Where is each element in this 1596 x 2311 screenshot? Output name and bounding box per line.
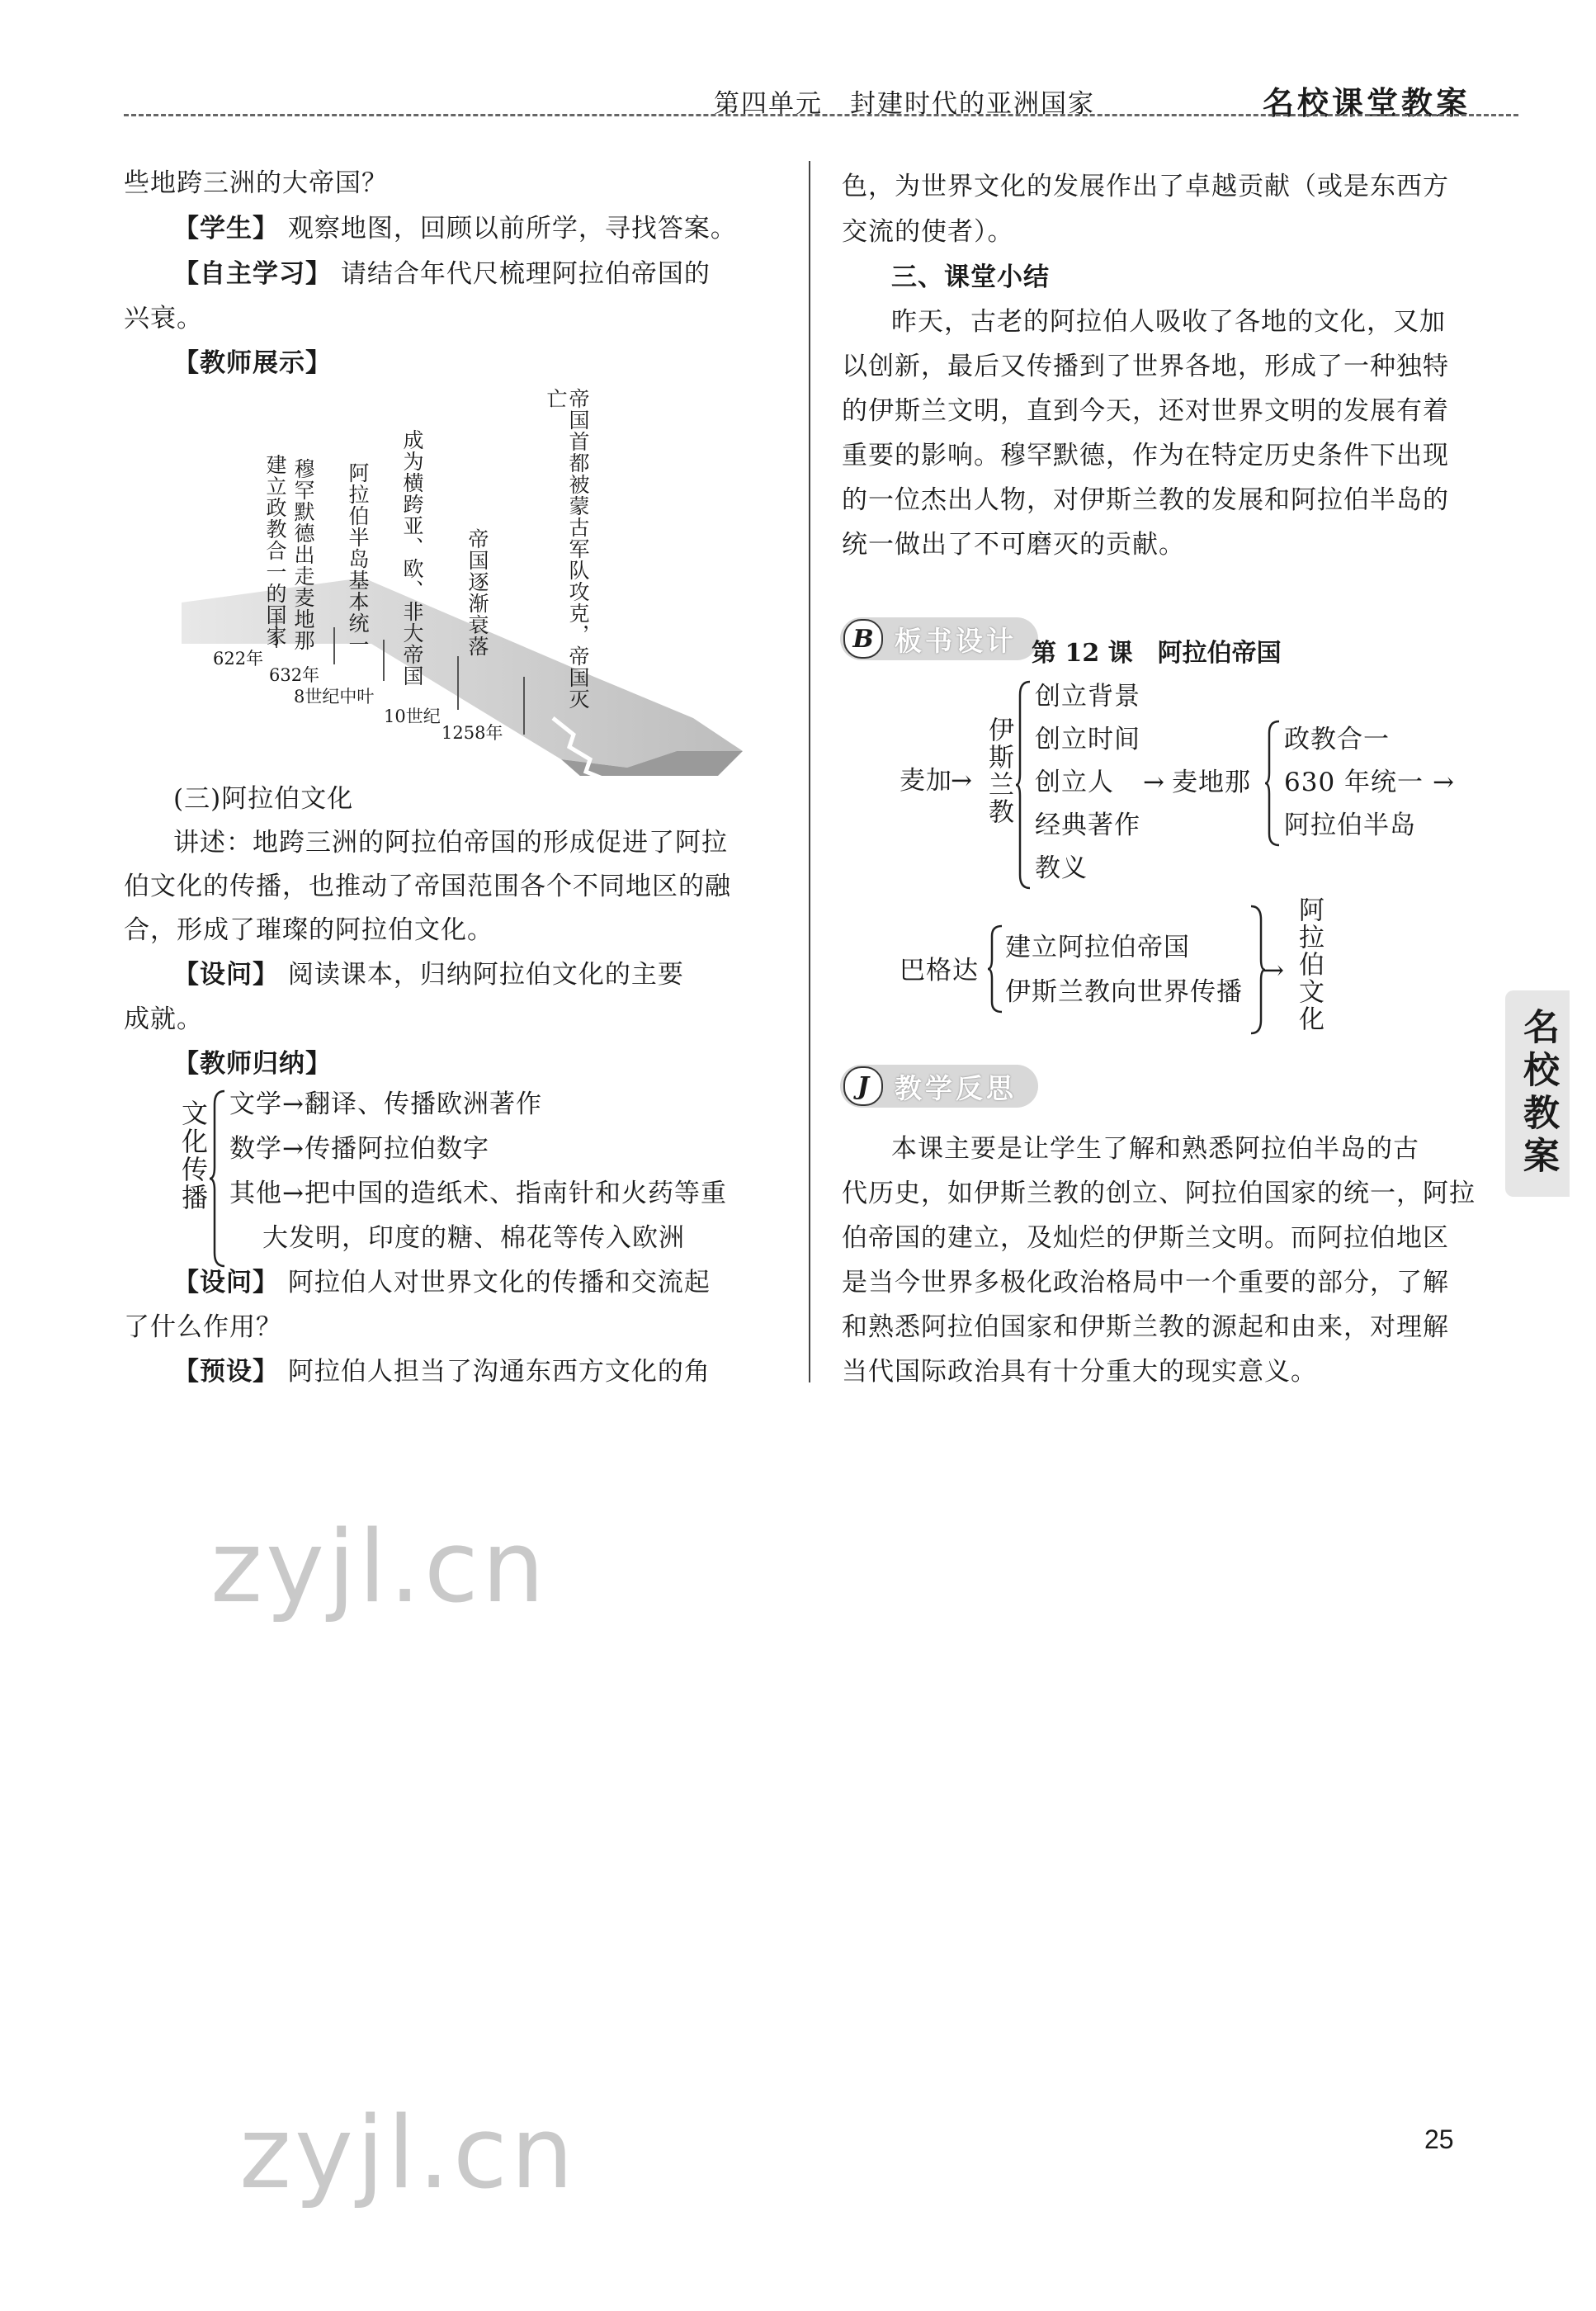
board-mecca: 麦加 (900, 766, 952, 796)
board-item: 创立背景 (1035, 682, 1140, 711)
brace-item: 其他→把中国的造纸术、指南针和火药等重 (229, 1179, 727, 1208)
curly-brace (987, 923, 1005, 1015)
reflection-line: 代历史，如伊斯兰教的创立、阿拉伯国家的统一，阿拉 (842, 1179, 1476, 1208)
q2-cont: 了什么作用？ (124, 1312, 282, 1342)
summary-line: 统一做出了不可磨灭的贡献。 (842, 530, 1185, 560)
reflection-line: 本课主要是让学生了解和熟悉阿拉伯半岛的古 (891, 1134, 1419, 1164)
reflection-line: 和熟悉阿拉伯国家和伊斯兰教的源起和由来，对理解 (842, 1312, 1449, 1342)
curly-brace (208, 1088, 228, 1269)
timeline-event: 穆罕默德出走麦地那 (291, 458, 315, 651)
board-baghdad: 巴格达 (900, 956, 979, 985)
tag-question: 【设问】 (173, 960, 279, 990)
q2-text: 阿拉伯人对世界文化的传播和交流起 (287, 1268, 711, 1297)
left-para-1: 些地跨三洲的大帝国？ (124, 168, 388, 198)
badge-letter: J (843, 1066, 883, 1106)
board-medina-item: 630 年统一 (1284, 768, 1424, 797)
timeline-date: 8世纪中叶 (294, 687, 375, 707)
left-para-3-text: 请结合年代尺梳理阿拉伯帝国的 (340, 259, 711, 289)
reflection-line: 是当今世界多极化政治格局中一个重要的部分，了解 (842, 1268, 1449, 1297)
arrow: → (951, 766, 973, 796)
board-item: 教义 (1035, 853, 1088, 883)
summary-line: 的伊斯兰文明，直到今天，还对世界文明的发展有着 (842, 396, 1449, 426)
left-para-3-cont: 兴衰。 (124, 304, 203, 333)
timeline-event: 帝国首都被蒙古军队攻克，帝国灭亡 (544, 388, 590, 710)
column-divider (809, 161, 810, 1382)
curly-brace (1264, 718, 1282, 848)
badge-letter: B (843, 619, 883, 659)
board-item: 创立时间 (1035, 725, 1140, 754)
page-number: 25 (1424, 2124, 1454, 2154)
s3-question-cont: 成就。 (124, 1004, 203, 1034)
board-culture: 阿拉伯文化 (1294, 896, 1324, 1033)
arrow: → (1143, 768, 1165, 797)
side-tab-label: 名校教案 (1517, 1008, 1559, 1179)
left-para-2 (173, 207, 737, 250)
summary-line: 的一位杰出人物，对伊斯兰教的发展和阿拉伯半岛的 (842, 485, 1449, 515)
brace-item: 数学→传播阿拉伯数字 (229, 1134, 489, 1164)
tag-teacher-summary: 【教师归纳】 (173, 1049, 332, 1079)
summary-line: 以创新，最后又传播到了世界各地，形成了一种独特 (842, 352, 1449, 381)
badge-label: 教学反思 (895, 1071, 1017, 1104)
badge-label: 板书设计 (895, 624, 1017, 657)
timeline-event: 帝国逐渐衰落 (465, 528, 489, 657)
right-line: 色，为世界文化的发展作出了卓越贡献（或是东西方 (842, 172, 1449, 201)
reflection-line: 伯帝国的建立，及灿烂的伊斯兰文明。而阿拉伯地区 (842, 1223, 1449, 1253)
header-divider (124, 114, 1518, 116)
tag-question: 【设问】 (173, 1268, 279, 1297)
s3-question-text: 阅读课本，归纳阿拉伯文化的主要 (287, 960, 684, 990)
board-medina-item: 阿拉伯半岛 (1284, 811, 1416, 840)
s3-para-line: 伯文化的传播，也推动了帝国范围各个不同地区的融 (124, 872, 731, 901)
s3-para-line: 讲述：地跨三洲的阿拉伯帝国的形成促进了阿拉 (173, 828, 728, 858)
tag-self-study: 【自主学习】 (173, 259, 332, 289)
preset-text: 阿拉伯人担当了沟通东西方文化的角 (287, 1357, 711, 1387)
watermark: zyjl.cn (239, 2096, 577, 2211)
left-para-2-text: 观察地图，回顾以前所学，寻找答案。 (287, 214, 737, 243)
tag-student: 【学生】 (173, 214, 279, 243)
summary-line: 重要的影响。穆罕默德，作为在特定历史条件下出现 (842, 441, 1449, 470)
curly-brace (1015, 678, 1033, 891)
arrow: → (1263, 956, 1285, 985)
side-tab (1505, 990, 1570, 1197)
left-para-3 (173, 253, 711, 295)
tag-preset: 【预设】 (173, 1357, 279, 1387)
board-medina: 麦地那 (1172, 768, 1251, 797)
tag-teacher-show: 【教师展示】 (173, 348, 332, 378)
header-brand: 名校课堂教案 (1263, 84, 1471, 121)
board-item: 经典著作 (1035, 811, 1140, 840)
s3-para-line: 合，形成了璀璨的阿拉伯文化。 (124, 915, 493, 945)
board-title: 第 12 课 阿拉伯帝国 (1032, 639, 1282, 668)
badge-teaching-reflection (840, 1065, 1038, 1108)
right-line: 交流的使者）。 (842, 217, 1014, 247)
timeline-date: 10世纪 (384, 707, 441, 726)
s3-question (173, 953, 684, 996)
reflection-line: 当代国际政治具有十分重大的现实意义。 (842, 1357, 1317, 1387)
section-3-title: (三)阿拉伯文化 (173, 784, 354, 814)
badge-board-design (840, 617, 1038, 660)
board-medina-item: 政教合一 (1284, 725, 1390, 754)
board-item: 创立人 (1035, 768, 1114, 797)
timeline-event: 建立政教合一的国家 (263, 454, 287, 647)
timeline-event: 阿拉伯半岛基本统一 (346, 462, 370, 655)
timeline-event: 成为横跨亚、欧、非大帝国 (400, 429, 424, 687)
board-islam: 伊斯兰教 (984, 716, 1013, 825)
summary-line: 昨天，古老的阿拉伯人吸收了各地的文化，又加 (891, 307, 1446, 337)
header-unit-title: 第四单元 封建时代的亚洲国家 (714, 89, 1095, 119)
board-baghdad-item: 伊斯兰教向世界传播 (1005, 977, 1243, 1007)
summary-title: 三、课堂小结 (891, 262, 1050, 292)
brace-label: 文化传播 (177, 1099, 209, 1212)
preset (173, 1350, 711, 1393)
timeline-date: 622年 (213, 649, 264, 669)
timeline-graphic (165, 371, 751, 776)
q2 (173, 1261, 711, 1304)
timeline-date: 1258年 (441, 723, 503, 743)
board-baghdad-item: 建立阿拉伯帝国 (1005, 933, 1190, 962)
brace-item: 大发明，印度的糖、棉花等传入欧洲 (262, 1223, 685, 1253)
arrow: → (1433, 768, 1455, 797)
watermark: zyjl.cn (210, 1510, 548, 1625)
timeline-date: 632年 (269, 665, 320, 685)
brace-item: 文学→翻译、传播欧洲著作 (229, 1089, 542, 1119)
